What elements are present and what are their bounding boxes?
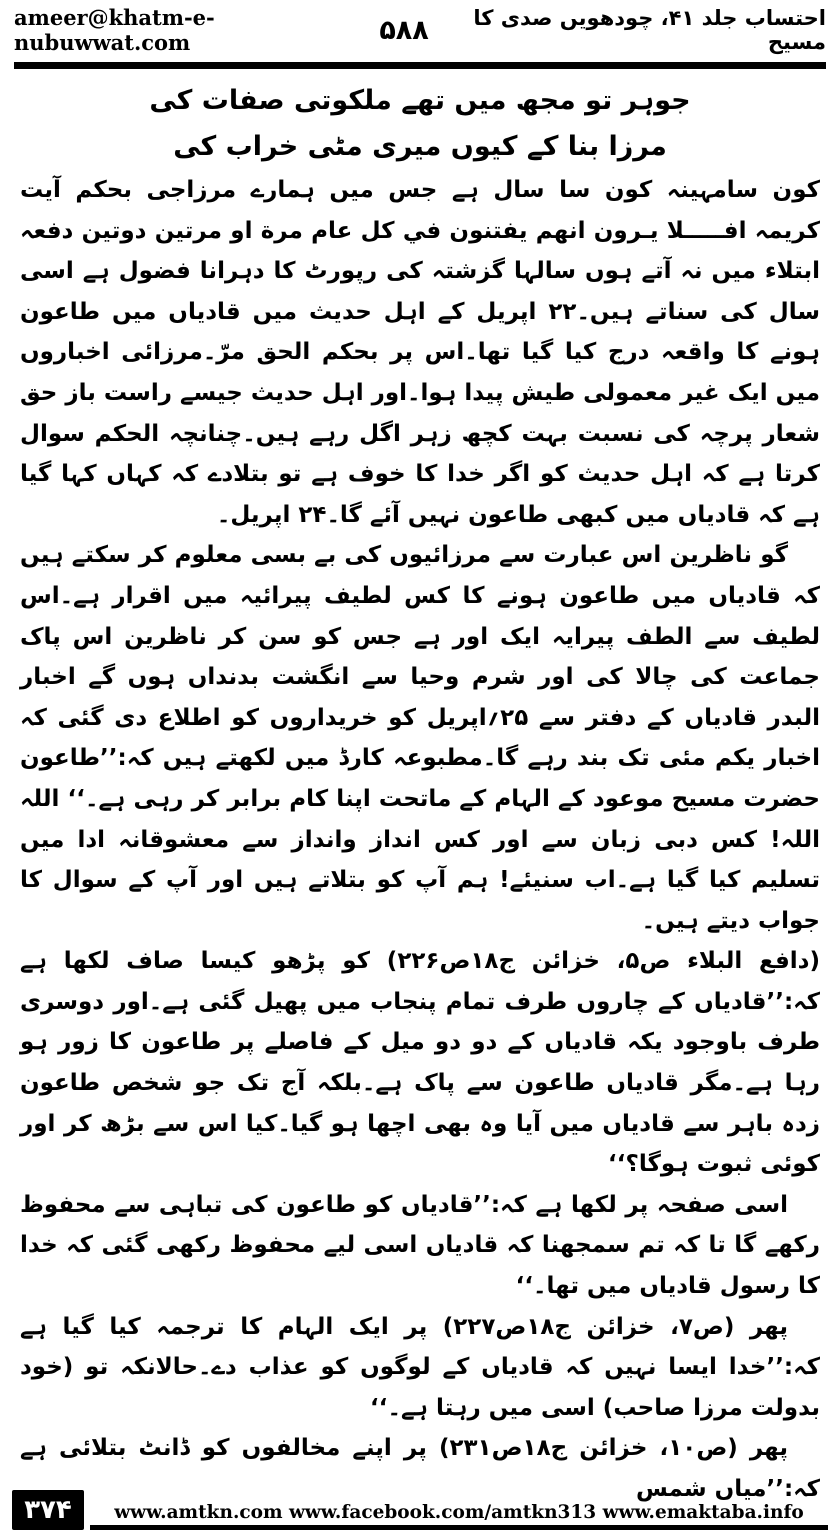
footer-right <box>90 1490 828 1530</box>
running-head: احتساب جلد ۴۱، چودھویں صدی کا مسیح <box>473 6 826 54</box>
footer-rule <box>90 1525 828 1530</box>
page-header <box>14 5 826 55</box>
verse-couplet <box>20 78 820 170</box>
footer-links: www.amtkn.com www.facebook.com/amtkn313 www.emaktaba.info <box>114 1502 804 1523</box>
paragraph-6: پھر (ص۱۰، خزائن ج۱۸ص۲۳۱) پر اپنے مخالفوں کو ڈانٹ بتلائی ہے کہ:’’میاں شمس <box>20 1435 820 1502</box>
footer-page-badge: ۳۷۴ <box>12 1490 84 1530</box>
page-footer <box>12 1490 828 1530</box>
header-rule <box>14 62 826 69</box>
verse-line-1: جوہر تو مجھ میں تھے ملکوتی صفات کی <box>149 85 691 116</box>
header-email: ameer@khatm-e-nubuwwat.com <box>14 5 215 55</box>
header-left <box>14 5 429 55</box>
paragraph-3: (دافع البلاء ص۵، خزائن ج۱۸ص۲۲۶) کو پڑھو کیسا صاف لکھا ہے کہ:’’قادیاں کے چاروں طرف تمام پنجاب میں پھیل گئی ہے۔اور دوسری طرف باوجود یکہ قادیاں کے دو دو میل کے فاصلے پر طاعون کا زور ہو رہا ہے۔مگر قادیاں طاعون سے پاک ہے۔بلکہ آج تک جو شخص طاعون زدہ باہر سے قادیاں میں آیا وہ بھی اچھا ہو گیا۔کیا اس سے بڑھ کر اور کوئی ثبوت ہوگا؟‘‘ <box>20 948 820 1178</box>
verse-line-2: مرزا بنا کے کیوں میری مٹی خراب کی <box>173 131 667 162</box>
page-number: ۵۸۸ <box>379 14 429 46</box>
page-body <box>20 78 820 1502</box>
paragraph-5: پھر (ص۷، خزائن ج۱۸ص۲۲۷) پر ایک الہام کا ترجمہ کیا گیا ہے کہ:’’خدا ایسا نہیں کہ قادیاں کے لوگوں کو عذاب دے۔حالانکہ تو (خود بدولت مرزا صاحب) اسی میں رہتا ہے۔‘‘ <box>20 1313 820 1421</box>
paragraph-2: گو ناظرین اس عبارت سے مرزائیوں کی بے بسی معلوم کر سکتے ہیں کہ قادیاں میں طاعون ہونے کا کس لطیف پیرائیہ میں اقرار ہے۔اس لطیف سے الطف پیرایہ ایک اور ہے جس کو سن کر ناظرین اس پاک جماعت کی چالا کی اور شرم وحیا سے انگشت بدنداں ہوں گے اخبار البدر قادیاں کے دفتر سے ۲۵؍اپریل کو خریداروں کو اطلاع دی گئی کہ اخبار یکم مئی تک بند رہے گا۔مطبوعہ کارڈ میں لکھتے ہیں کہ:’’طاعون حضرت مسیح موعود کے الہام کے ماتحت اپنا کام برابر کر رہی ہے۔‘‘ اللہ اللہ! کس دبی زبان سے اور کس انداز وانداز سے معشوقانہ ادا میں تسلیم کیا گیا ہے۔اب سنیئے! ہم آپ کو بتلاتے ہیں اور آپ کے سوال کا جواب دیتے ہیں۔ <box>20 542 820 934</box>
paragraph-4: اسی صفحہ پر لکھا ہے کہ:’’قادیاں کو طاعون کی تباہی سے محفوظ رکھے گا تا کہ تم سمجھنا کہ قادیاں اسی لیے محفوظ رکھی گئی کہ خدا کا رسول قادیاں میں تھا۔‘‘ <box>20 1191 820 1300</box>
paragraph-1: کون سامہینہ کون سا سال ہے جس میں ہمارے مرزاجی بحکم آیت کریمہ افـــــلا یـرون انهم يفتنون في كل عام مرة او مرتين دوتین دفعہ ابتلاء میں نہ آتے ہوں سالہا گزشتہ کی رپورٹ کا دہرانا فضول ہے اسی سال کی سناتے ہیں۔۲۲ اپریل کے اہل حدیث میں قادیاں میں طاعون ہونے کا واقعہ درج کیا گیا تھا۔اس پر بحکم الحق مرّ۔مرزائی اخباروں میں ایک غیر معمولی طیش پیدا ہوا۔اور اہل حدیث جیسے راست باز حق شعار پرچہ کی نسبت بہت کچھ زہر اگل رہے ہیں۔چنانچہ الحکم سوال کرتا ہے کہ اہل حدیث کو اگر خدا کا خوف ہے تو بتلادے کہ کہاں کہا گیا ہے کہ قادیاں میں کبھی طاعون نہیں آئے گا۔۲۴ اپریل۔ <box>20 177 820 528</box>
